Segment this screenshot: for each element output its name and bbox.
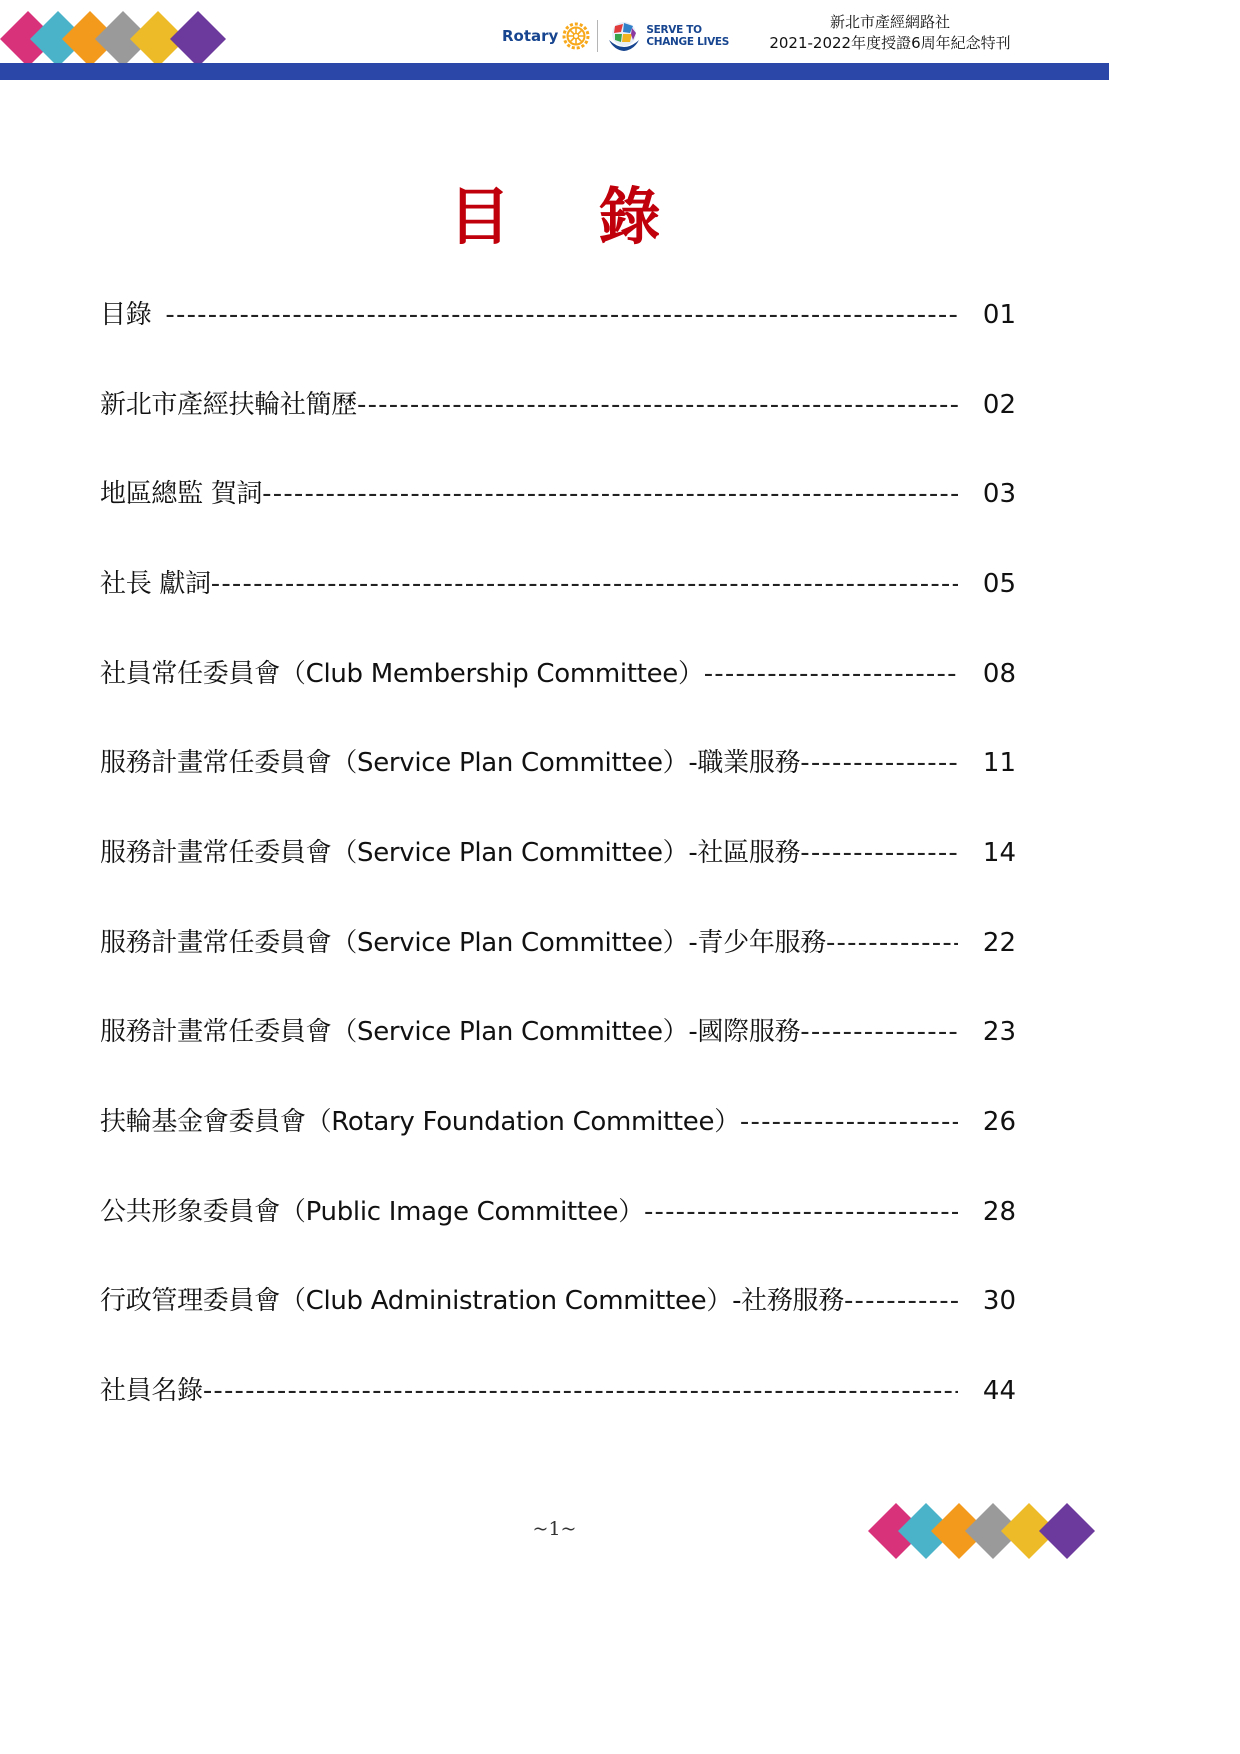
rotary-branding bbox=[502, 16, 729, 56]
toc-leader bbox=[704, 658, 958, 690]
toc-entry-label: 服務計畫常任委員會（Service Plan Committee）-青少年服務 bbox=[100, 927, 826, 958]
toc-entry-page: 44 bbox=[982, 1376, 1016, 1407]
rotary-wheel-icon bbox=[561, 21, 591, 51]
toc-entry-label: 服務計畫常任委員會（Service Plan Committee）-國際服務 bbox=[100, 1017, 801, 1048]
diamond-ribbon-top-left bbox=[0, 8, 230, 70]
toc-leader bbox=[826, 927, 958, 959]
serve-line-2: CHANGE LIVES bbox=[646, 36, 730, 48]
header-bar bbox=[0, 63, 1109, 80]
toc-entry[interactable] bbox=[100, 718, 1016, 808]
toc-entry[interactable] bbox=[100, 808, 1016, 898]
toc-entry[interactable] bbox=[100, 1257, 1016, 1347]
table-of-contents bbox=[100, 270, 1016, 1436]
toc-entry[interactable] bbox=[100, 1346, 1016, 1436]
toc-entry-label: 公共形象委員會（Public Image Committee） bbox=[100, 1196, 644, 1227]
toc-entry-page: 02 bbox=[982, 389, 1016, 420]
toc-leader bbox=[211, 568, 958, 600]
toc-entry-page: 05 bbox=[982, 568, 1016, 599]
toc-entry-page: 08 bbox=[982, 658, 1016, 689]
brand-divider bbox=[597, 20, 598, 52]
toc-leader bbox=[800, 1016, 958, 1048]
edition-title: 2021-2022年度授證6周年紀念特刊 bbox=[769, 34, 1011, 52]
toc-leader bbox=[740, 1106, 958, 1138]
toc-entry-label: 社員名錄 bbox=[100, 1376, 203, 1407]
publication-header bbox=[738, 12, 1042, 54]
toc-leader bbox=[800, 837, 958, 869]
toc-entry[interactable] bbox=[100, 449, 1016, 539]
toc-entry-label: 服務計畫常任委員會（Service Plan Committee）-社區服務 bbox=[100, 837, 801, 868]
page-title bbox=[0, 174, 1109, 260]
toc-entry-page: 28 bbox=[982, 1196, 1016, 1227]
page-number: ~1~ bbox=[532, 1518, 577, 1540]
toc-entry[interactable] bbox=[100, 629, 1016, 719]
toc-entry-page: 14 bbox=[982, 837, 1016, 868]
toc-entry[interactable] bbox=[100, 270, 1016, 360]
rotary-wordmark: Rotary bbox=[502, 27, 559, 45]
toc-entry[interactable] bbox=[100, 898, 1016, 988]
toc-entry[interactable] bbox=[100, 1167, 1016, 1257]
toc-entry-page: 01 bbox=[982, 299, 1016, 330]
toc-leader bbox=[165, 299, 958, 331]
toc-entry[interactable] bbox=[100, 539, 1016, 629]
toc-entry-label: 新北市產經扶輪社簡歷 bbox=[100, 389, 358, 420]
club-name: 新北市產經網路社 bbox=[829, 13, 950, 31]
toc-entry-label: 扶輪基金會委員會（Rotary Foundation Committee） bbox=[100, 1107, 740, 1138]
toc-entry-page: 26 bbox=[982, 1107, 1016, 1138]
toc-leader bbox=[644, 1196, 958, 1228]
toc-leader bbox=[800, 747, 958, 779]
toc-entry-label: 社長 獻詞 bbox=[100, 568, 211, 599]
toc-entry-page: 11 bbox=[982, 748, 1016, 779]
toc-entry[interactable] bbox=[100, 360, 1016, 450]
serve-to-change-lives-text bbox=[646, 24, 729, 48]
toc-entry-page: 23 bbox=[982, 1017, 1016, 1048]
toc-entry-label: 社員常任委員會（Club Membership Committee） bbox=[100, 658, 704, 689]
toc-leader bbox=[203, 1375, 958, 1407]
toc-leader bbox=[357, 389, 958, 421]
toc-entry-label: 服務計畫常任委員會（Service Plan Committee）-職業服務 bbox=[100, 748, 801, 779]
title-char-2: 錄 bbox=[598, 179, 661, 253]
title-char-1: 目 bbox=[448, 179, 511, 253]
toc-entry[interactable] bbox=[100, 988, 1016, 1078]
serve-line-1: SERVE TO bbox=[646, 24, 702, 36]
toc-entry-label: 地區總監 賀詞 bbox=[100, 479, 263, 510]
toc-leader bbox=[262, 478, 958, 510]
toc-leader bbox=[844, 1285, 958, 1317]
toc-entry[interactable] bbox=[100, 1077, 1016, 1167]
toc-entry-page: 22 bbox=[982, 927, 1016, 958]
toc-entry-label: 行政管理委員會（Club Administration Committee）-社務服務 bbox=[100, 1286, 844, 1317]
toc-entry-page: 30 bbox=[982, 1286, 1016, 1317]
toc-entry-page: 03 bbox=[982, 479, 1016, 510]
toc-entry-label: 目錄 bbox=[100, 299, 152, 330]
diamond-ribbon-bottom-right bbox=[866, 1500, 1098, 1562]
serve-to-change-lives-icon bbox=[606, 18, 642, 54]
